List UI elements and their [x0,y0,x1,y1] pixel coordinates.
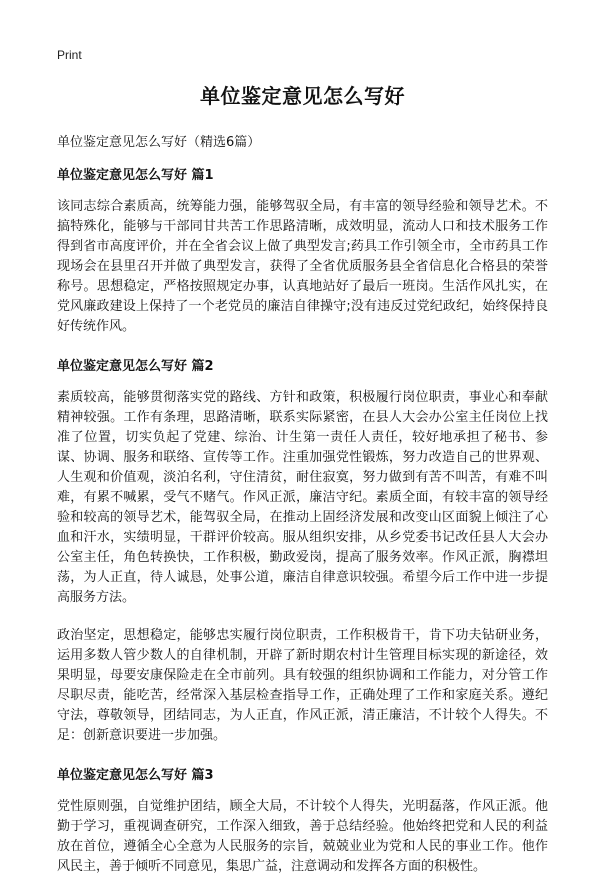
page-title: 单位鉴定意见怎么写好 [200,84,405,108]
section-1 [57,164,548,337]
section-paragraph: 政治坚定，思想稳定，能够忠实履行岗位职责，工作积极肯干，肯下功夫钻研业务，运用多数人管少数人的自律机制，开辟了新时期农村计生管理目标实现的新途径，效果明显，母要安康保险走在全市前列。具有较强的组织协调和工作能力，对分管工作尽职尽责，能吃苦，经常深入基层检查指导工作，正确处理了工作和家庭关系。遵纪守法，尊敬领导，团结同志，为人正直，作风正派，清正廉洁，不计较个人得失。不足：创新意识要进一步加强。 [57,628,548,743]
section-heading: 单位鉴定意见怎么写好 篇3 [57,768,214,783]
section-3 [57,764,548,877]
document-subtitle: 单位鉴定意见怎么写好（精选6篇） [57,135,261,150]
section-2 [57,355,548,746]
section-paragraph: 党性原则强，自觉维护团结，顾全大局，不计较个人得失，光明磊落，作风正派。他勤于学习，重视调查研究，工作深入细致，善于总结经验。他始终把党和人民的利益放在首位，遵循全心全意为人民服务的宗旨，兢兢业业为党和人民的事业工作。他作风民主，善于倾听不同意见，集思广益，注意调动和发挥各方面的积极性。 [57,799,548,874]
section-heading: 单位鉴定意见怎么写好 篇2 [57,359,214,374]
section-paragraph: 该同志综合素质高，统筹能力强，能够驾驭全局，有丰富的领导经验和领导艺术。不搞特殊化，能够与干部同甘共苦工作思路清晰，成效明显，流动人口和技术服务工作得到省市高度评价，并在全省会议上做了典型发言;药具工作引领全市，全市药具工作现场会在县里召开并做了典型发言，获得了全省优质服务县全省信息化合格县的荣誉称号。思想稳定，严格按照规定办事，认真地站好了最后一班岗。生活作风扎实，在党风廉政建设上保持了一个老党员的廉洁自律操守;没有违反过党纪政纪，始终保持良好传统作风。 [57,199,548,334]
section-paragraph: 素质较高，能够贯彻落实党的路线、方针和政策，积极履行岗位职责，事业心和奉献精神较强。工作有条理，思路清晰，联系实际紧密，在县人大会办公室主任岗位上找准了位置，切实负起了党建、综治、计生第一责任人责任，较好地承担了秘书、参谋、协调、服务和联络、宣传等工作。注重加强党性锻炼，努力改造自己的世界观、人生观和价值观，淡泊名利，守住清贫，耐住寂寞，努力做到有苦不叫苦，有难不叫难，有累不喊累，受气不赌气。作风正派，廉洁守纪。素质全面，有较丰富的领导经验和较高的领导艺术，能驾驭全局，在推动上固经济发展和改变山区面貌上倾注了心血和汗水，实绩明显，干群评价较高。服从组织安排，从乡党委书记改任县人大会办公室主任，角色转换快，工作积极，勤政爱岗，提高了服务效率。作风正派，胸襟坦荡，为人正直，待人诚恳，处事公道，廉洁自律意识较强。希望今后工作中进一步提高服务方法。 [57,390,548,605]
section-heading: 单位鉴定意见怎么写好 篇1 [57,168,214,183]
print-link[interactable]: Print [57,48,82,62]
